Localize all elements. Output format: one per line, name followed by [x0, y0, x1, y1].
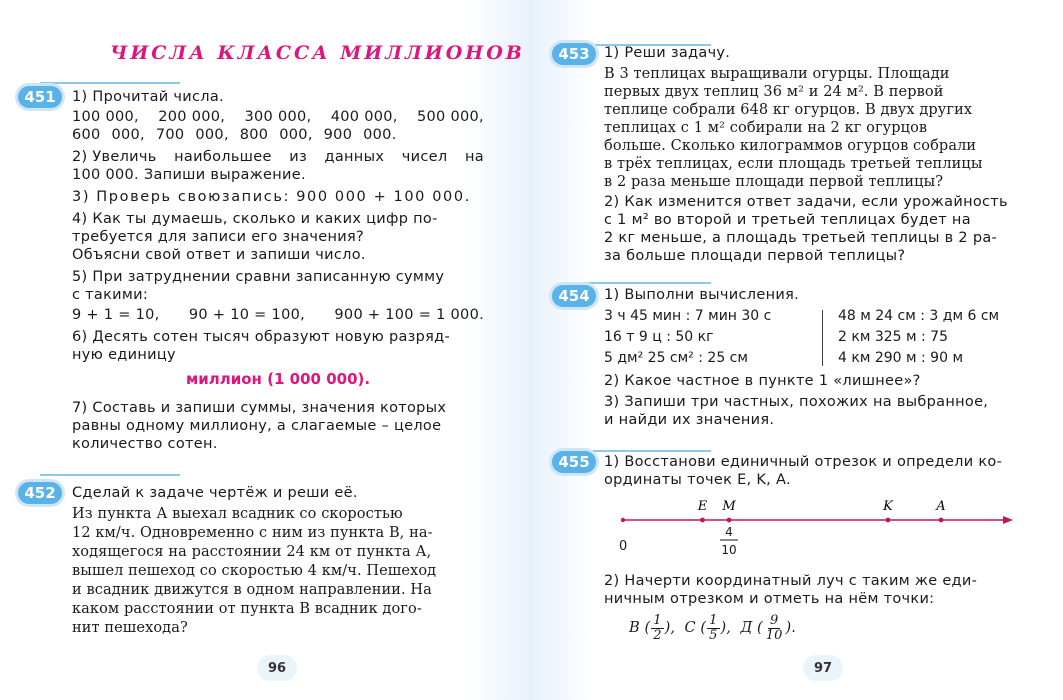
task-455-part1: 1) Восстанови единичный отрезок и определи ко- [604, 454, 1003, 470]
task-number-badge: 451 [18, 86, 62, 108]
task-453-part1: 1) Реши задачу. [604, 45, 731, 61]
task-453-line: теплице собрали 648 кг огурцов. В двух других [604, 102, 973, 118]
task-451-part2: 2) Увеличь наибольшее из данных чисел на [72, 149, 484, 165]
left-page [0, 0, 531, 700]
task-451-part5: 5) При затруднении сравни записанную сумму [72, 269, 445, 285]
point-B: B ( $\frac{1}{2}$ ), [629, 612, 676, 643]
task-452-title: Сделай к задаче чертёж и реши её. [72, 485, 358, 501]
point-E [700, 518, 705, 523]
point-label-E: E [697, 499, 708, 514]
task-451-part4-cont: требуется для записи его значения? [72, 229, 365, 245]
numbers-row-1: 100 000, 200 000, 300 000, 400 000, 500 000, [72, 109, 484, 125]
task-453-line: в трёх теплицах, если площадь третьей теплицы [604, 156, 983, 172]
task-453-line: первых двух теплиц 36 м² и 24 м². В первой [604, 84, 944, 100]
million-definition: миллион (1 000 000). [186, 370, 371, 388]
task-453-line: В 3 теплицах выращивали огурцы. Площади [604, 66, 950, 82]
task-452-line: Из пункта А выехал всадник со скоростью [72, 506, 403, 522]
number-line-arrow [1003, 516, 1013, 524]
task-number-badge: 453 [552, 43, 596, 65]
task-bar [40, 82, 180, 84]
calc-item: 48 м 24 см : 3 дм 6 см [838, 308, 1000, 324]
point-C: C ( $\frac{1}{5}$ ), [684, 612, 732, 643]
task-451-part6-cont: ную единицу [72, 347, 176, 363]
task-452-line: ходящегося на расстоянии 24 км от пункта А, [72, 544, 432, 560]
task-452-line: вышел пешеход со скоростью 4 км/ч. Пешеход [72, 563, 437, 579]
task-451-part4-cont2: Объясни свой ответ и запиши число. [72, 247, 366, 263]
task-454-part1: 1) Выполни вычисления. [604, 287, 800, 303]
task-451-part6: 6) Десять сотен тысяч образуют новую разряд- [72, 329, 451, 345]
point-K [886, 518, 891, 523]
point-A [939, 518, 944, 523]
point-D: Д ( $\frac{9}{10}$ ). [740, 612, 797, 643]
point-label-K: K [883, 499, 893, 514]
point-label-A: A [936, 499, 946, 514]
task-455-part2: 2) Начерти координатный луч с таким же еди- [604, 573, 978, 589]
task-number-badge: 452 [18, 482, 62, 504]
task-number-badge: 454 [552, 285, 596, 307]
points-to-mark [629, 612, 796, 644]
page-number: 97 [803, 655, 843, 681]
calc-item: 16 т 9 ц : 50 кг [604, 329, 714, 345]
task-453-part2: 2) Как изменится ответ задачи, если урожайность [604, 194, 1008, 210]
calc-right-column [838, 306, 999, 369]
task-454-part3-cont: и найди их значения. [604, 412, 775, 428]
task-451-part4: 4) Как ты думаешь, сколько и каких цифр по- [72, 211, 438, 227]
zero-label: 0 [619, 539, 628, 554]
m-fraction-numerator: 4 [725, 525, 733, 539]
task-455-part1-cont: ординаты точек E, K, A. [604, 472, 791, 488]
task-452-line: каком расстоянии от пункта В всадник дого- [72, 601, 422, 617]
task-453-part2: 2 кг меньше, а площадь третьей теплицы в 2 ра- [604, 230, 998, 246]
right-page [531, 0, 1062, 700]
numbers-row-2: 600 000, 700 000, 800 000, 900 000. [72, 127, 397, 143]
calc-item: 4 км 290 м : 90 м [838, 350, 964, 366]
task-number-badge: 455 [552, 451, 596, 473]
calc-item: 5 дм² 25 см² : 25 см [604, 350, 748, 366]
m-fraction-denominator: 10 [721, 543, 737, 557]
task-bar [571, 282, 711, 284]
page-heading: ЧИСЛА КЛАССА МИЛЛИОНОВ [110, 42, 525, 64]
task-454-part3: 3) Запиши три частных, похожих на выбранное, [604, 394, 989, 410]
task-453-line: в 2 раза меньше площади первой теплицы? [604, 174, 944, 190]
task-bar [571, 450, 711, 452]
task-453-line: теплицах с 1 м² собирали на 2 кг огурцов [604, 120, 928, 136]
task-451-part7: 7) Составь и запиши суммы, значения которых [72, 400, 447, 416]
task-451-part2-cont: 100 000. Запиши выражение. [72, 167, 306, 183]
column-divider [822, 310, 823, 366]
calc-item: 3 ч 45 мин : 7 мин 30 с [604, 308, 772, 324]
task-454-part2: 2) Какое частное в пункте 1 «лишнее»? [604, 373, 921, 389]
task-451-part1: 1) Прочитай числа. [72, 89, 224, 105]
calc-left-column [604, 306, 771, 369]
task-453-part2: за больше площади первой теплицы? [604, 248, 906, 264]
task-451-part5-cont: с такими: [72, 287, 149, 303]
task-452-line: и всадник движутся в одном направлении. На [72, 582, 432, 598]
task-453-line: больше. Сколько килограммов огурцов собрали [604, 138, 977, 154]
task-451-part7-cont: равны одному миллиону, а слагаемые – целое [72, 418, 442, 434]
calc-item: 2 км 325 м : 75 [838, 329, 948, 345]
number-line-origin [621, 518, 625, 522]
point-label-M: M [722, 499, 736, 514]
task-452-line: 12 км/ч. Одновременно с ним из пункта В, на- [72, 525, 433, 541]
task-451-part3: 3) Проверь своюзапись: 900 000 + 100 000. [72, 189, 471, 205]
point-M [727, 518, 732, 523]
page-number: 96 [257, 655, 297, 681]
task-451-part7-cont2: количество сотен. [72, 436, 218, 452]
number-line [531, 490, 1062, 570]
task-452-line: нит пешехода? [72, 620, 188, 636]
task-453-part2: с 1 м² во второй и третьей теплицах будет на [604, 212, 971, 228]
number-line-points [697, 499, 946, 522]
task-bar [40, 474, 180, 476]
task-455-part2-cont: ничным отрезком и отметь на нём точки: [604, 591, 935, 607]
task-451-examples: 9 + 1 = 10, 90 + 10 = 100, 900 + 100 = 1 000. [72, 307, 484, 323]
